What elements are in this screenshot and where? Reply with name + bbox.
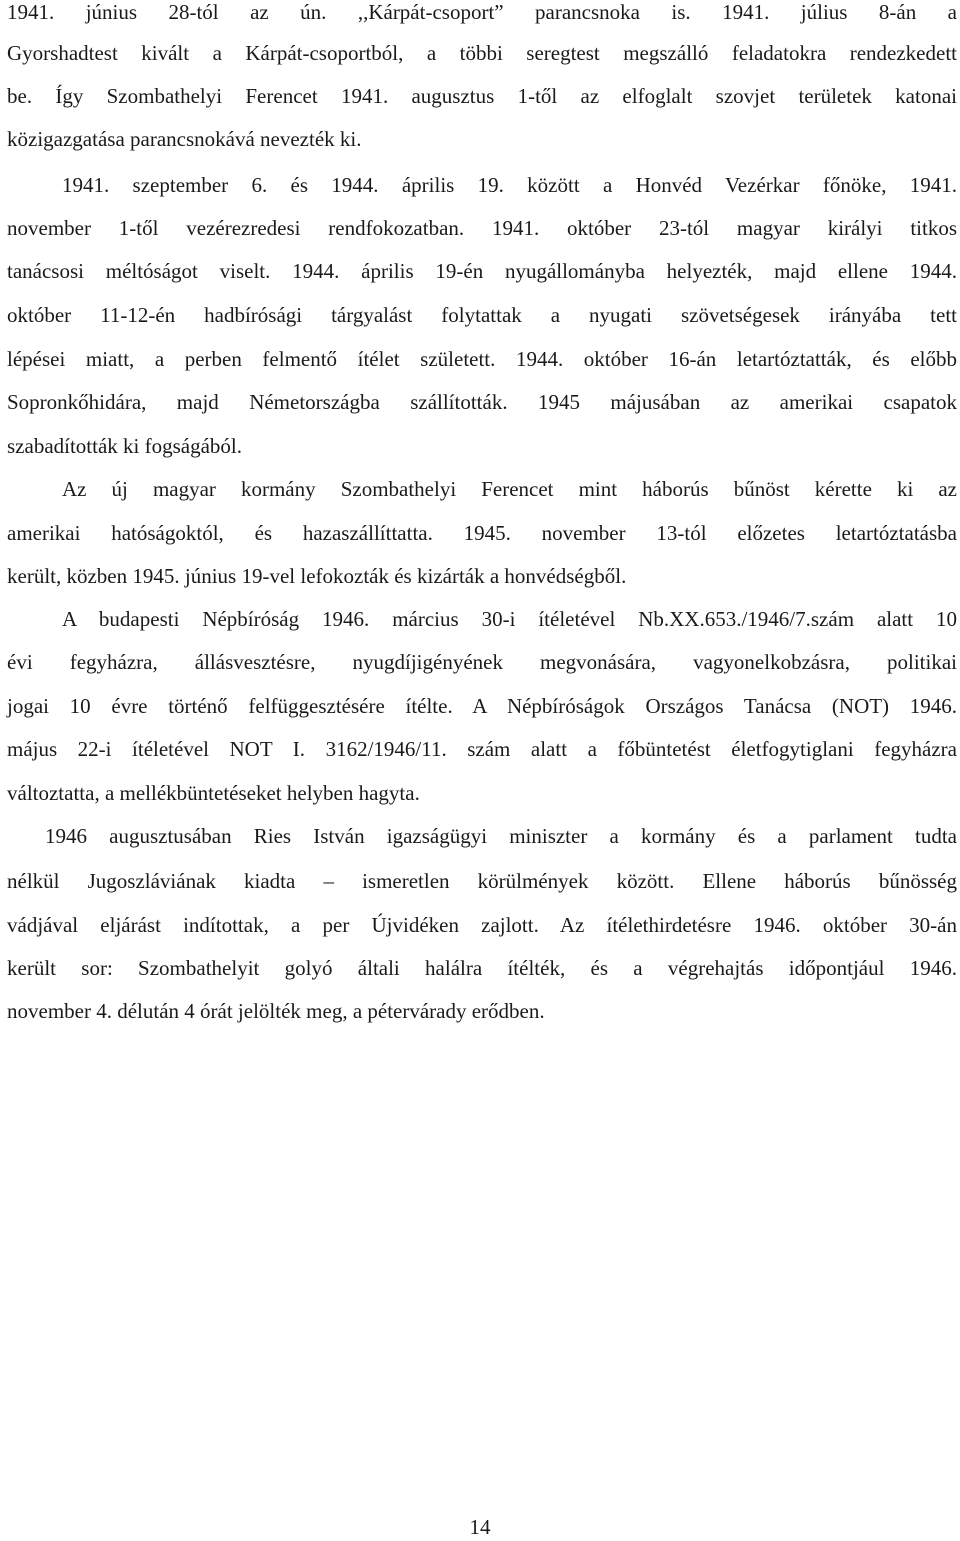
text-line: november 1-től vezérezredesi rendfokozatban. 1941. október 23-tól magyar királyi titkos	[7, 216, 957, 240]
text-line: évi fegyházra, állásvesztésre, nyugdíjigényének megvonására, vagyonelkobzásra, politikai	[7, 650, 957, 674]
text-line: vádjával eljárást indítottak, a per Újvidéken zajlott. Az ítélethirdetésre 1946. október 30-án	[7, 913, 957, 937]
text-line: amerikai hatóságoktól, és hazaszállíttatta. 1945. november 13-tól előzetes letartóztatásba	[7, 521, 957, 545]
page-number: 14	[469, 1515, 491, 1539]
text-line: szabadították ki fogságából.	[7, 434, 243, 458]
text-line: került, közben 1945. június 19-vel lefokozták és kizárták a honvédségből.	[7, 564, 627, 588]
text-line: Gyorshadtest kivált a Kárpát-csoportból, a többi seregtest megszálló feladatokra rendezkedett	[7, 41, 957, 65]
text-line: tanácsosi méltóságot viselt. 1944. április 19-én nyugállományba helyezték, majd ellene 1944.	[7, 259, 957, 283]
text-line: A budapesti Népbíróság 1946. március 30-i ítéletével Nb.XX.653./1946/7.szám alatt 10	[62, 607, 957, 631]
text-line: közigazgatása parancsnokává nevezték ki.	[7, 127, 362, 151]
text-line: került sor: Szombathelyit golyó általi halálra ítélték, és a végrehajtás időpontjául 1946.	[7, 956, 957, 980]
text-line: nélkül Jugoszláviának kiadta – ismeretlen körülmények között. Ellene háborús bűnösség	[7, 869, 957, 893]
text-line: május 22-i ítéletével NOT I. 3162/1946/11. szám alatt a főbüntetést életfogytiglani fegyházra	[7, 737, 957, 761]
text-line: lépései miatt, a perben felmentő ítélet született. 1944. október 16-án letartóztatták, és előbb	[7, 347, 957, 371]
text-line: változtatta, a mellékbüntetéseket helyben hagyta.	[7, 781, 420, 805]
text-line: október 11-12-én hadbírósági tárgyalást folytattak a nyugati szövetségesek irányába tett	[7, 303, 957, 327]
text-line: 1941. június 28-tól az ún. ,,Kárpát-csoport” parancsnoka is. 1941. július 8-án a	[7, 0, 957, 24]
text-line: 1941. szeptember 6. és 1944. április 19. között a Honvéd Vezérkar főnöke, 1941.	[62, 173, 957, 197]
text-line: 1946 augusztusában Ries István igazságügyi miniszter a kormány és a parlament tudta	[45, 824, 957, 848]
text-line: Sopronkőhidára, majd Németországba szállították. 1945 májusában az amerikai csapatok	[7, 390, 957, 414]
text-line: jogai 10 évre történő felfüggesztésére ítélte. A Népbíróságok Országos Tanácsa (NOT) 1946.	[7, 694, 957, 718]
text-line: november 4. délután 4 órát jelölték meg, a pétervárady erődben.	[7, 999, 545, 1023]
text-line: Az új magyar kormány Szombathelyi Ferencet mint háborús bűnöst kérette ki az	[62, 477, 957, 501]
text-line: be. Így Szombathelyi Ferencet 1941. augusztus 1-től az elfoglalt szovjet területek katonai	[7, 84, 957, 108]
